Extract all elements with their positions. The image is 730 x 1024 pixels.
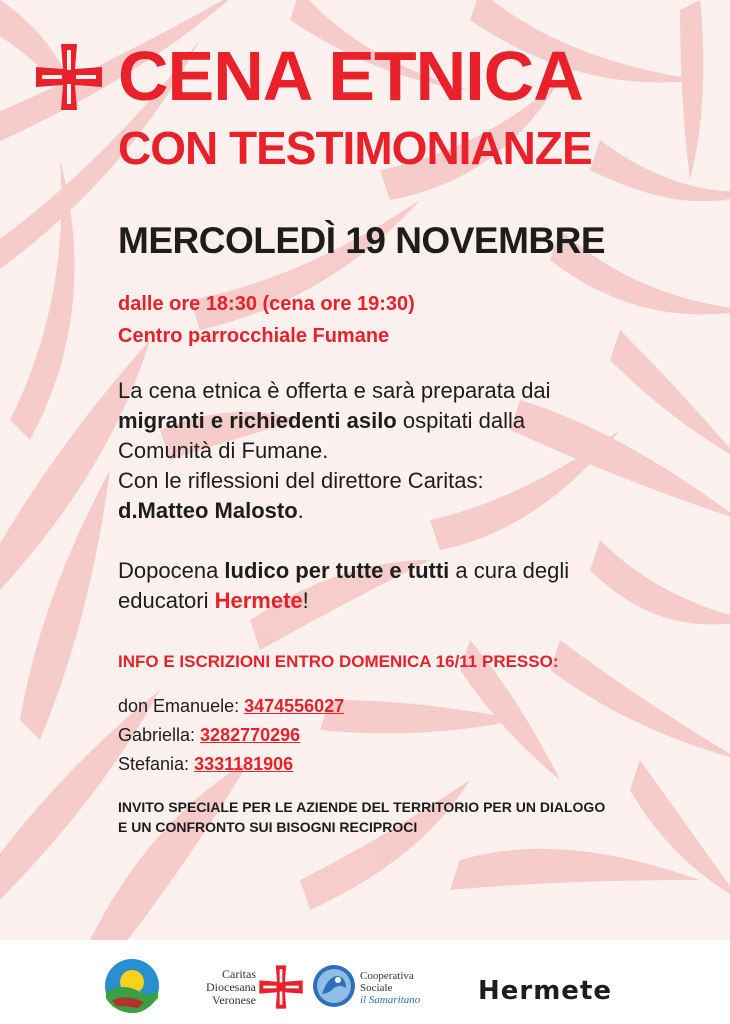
event-time: dalle ore 18:30 (cena ore 19:30) — [118, 293, 415, 315]
description-line: La cena etnica è offerta e sarà preparata dai — [118, 378, 551, 403]
description-line: Comunità di Fumane. — [118, 438, 329, 463]
contact-name: don Emanuele: — [118, 696, 245, 716]
event-date: MERCOLEDÌ 19 NOVEMBRE — [118, 220, 606, 261]
invite-note: INVITO SPECIALE PER LE AZIENDE DEL TERRITORIO PER UN DIALOGO E UN CONFRONTO SUI BISOGNI RECIPROCI — [118, 799, 606, 835]
phone-link[interactable]: 3282770296 — [200, 725, 301, 745]
partners-footer — [0, 940, 730, 1024]
description-line: migranti e richiedenti asilo ospitati dalla — [118, 408, 526, 433]
event-subtitle: CON TESTIMONIANZE — [118, 122, 592, 174]
description-bold: migranti e richiedenti asilo — [118, 408, 397, 433]
contact-name: Gabriella: — [118, 725, 201, 745]
description-line: Con le riflessioni del direttore Caritas: — [118, 468, 484, 493]
contact-row — [118, 751, 293, 777]
description-bold: ludico per tutte e tutti — [224, 558, 450, 583]
phone-link[interactable]: 3474556027 — [244, 696, 345, 716]
event-place: Centro parrocchiale Fumane — [118, 325, 390, 347]
phone-link[interactable]: 3331181906 — [194, 754, 294, 774]
hermete-highlight: Hermete — [214, 588, 303, 613]
caritas-diocesana-cross-logo — [258, 964, 304, 1010]
description-paragraph — [118, 376, 698, 526]
samaritano-logo — [312, 964, 356, 1008]
samaritano-text: Cooperativa Sociale il Samaritano — [360, 970, 421, 1006]
after-dinner-paragraph — [118, 556, 698, 616]
hermete-logo: Hermete — [478, 976, 613, 1006]
contact-row — [118, 693, 344, 719]
parish-unit-logo — [104, 958, 160, 1014]
event-title: CENA ETNICA — [118, 37, 583, 115]
contact-name: Stefania: — [118, 754, 195, 774]
description-line: d.Matteo Malosto. — [118, 498, 304, 523]
contact-row — [118, 722, 300, 748]
info-heading: INFO E ISCRIZIONI ENTRO DOMENICA 16/11 PRESSO: — [118, 652, 559, 671]
caritas-diocesana-text: Caritas Diocesana Veronese — [206, 967, 256, 1007]
description-line: Dopocena ludico per tutte e tutti a cura degli — [118, 558, 570, 583]
description-line: educatori Hermete! — [118, 588, 309, 613]
director-name: d.Matteo Malosto — [118, 498, 298, 523]
caritas-cross-logo — [34, 42, 104, 112]
